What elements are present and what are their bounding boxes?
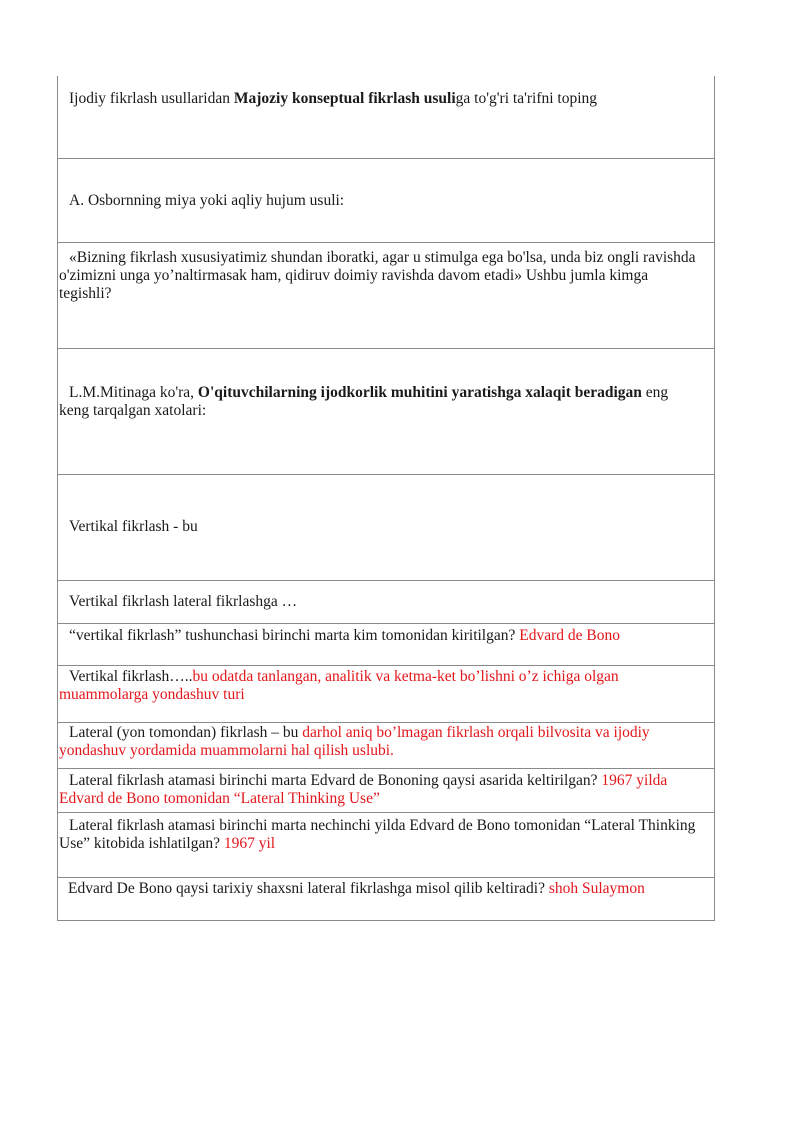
table-row [58, 349, 715, 475]
table-row [58, 76, 715, 159]
question-cell [58, 723, 715, 769]
question-bold-term: O'qituvchilarning ijodkorlik muhitini yaratishga xalaqit beradigan [197, 384, 642, 401]
table-row [58, 723, 715, 769]
table-row [58, 624, 715, 666]
question-text: A. Osbornning miya yoki aqliy hujum usuli: [69, 192, 345, 209]
table-row [58, 243, 715, 349]
question-cell [58, 666, 715, 723]
answer-text: 1967 yilda Edvard de Bono tomonidan “Lateral Thinking Use” [59, 772, 668, 807]
question-suffix: ga to'g'ri ta'rifni toping [455, 90, 598, 107]
question-cell [58, 475, 715, 581]
question-cell [58, 813, 715, 878]
table-row [58, 159, 715, 243]
question-text: L.M.Mitinaga ko'ra, O'qituvchilarning ijodkorlik muhitini yaratishga xalaqit beradigan eng keng tarqalgan xatolari: [59, 384, 669, 419]
question-cell [58, 159, 715, 243]
question-text: Vertikal fikrlash…..bu odatda tanlangan, analitik va ketma-ket bo’lishni o’z ichiga olgan muammolarga yondashuv turi [59, 668, 619, 703]
answer-text: shoh Sulaymon [548, 880, 645, 897]
answer-text: bu odatda tanlangan, analitik va ketma-ket bo’lishni o’z ichiga olgan muammolarga yondashuv turi [59, 668, 619, 703]
question-cell [58, 769, 715, 813]
question-text: Edvard De Bono qaysi tarixiy shaxsni lateral fikrlashga misol qilib keltiradi? shoh Sulaymon [68, 880, 645, 897]
question-bold-term: Majoziy konseptual fikrlash usuli [233, 90, 456, 107]
question-text: Lateral fikrlash atamasi birinchi marta nechinchi yilda Edvard de Bono tomonidan “Lateral Thinking Use” kitobida ishlatilgan? 1967 yil [59, 817, 696, 852]
question-text: Lateral (yon tomondan) fikrlash – bu darhol aniq bo’lmagan fikrlash orqali bilvosita va ijodiy yondashuv yordamida muammolarni hal qilish uslubi. [59, 724, 650, 759]
question-text: Vertikal fikrlash - bu [69, 518, 198, 535]
table-row [58, 878, 715, 921]
question-cell [58, 76, 715, 159]
question-text: «Bizning fikrlash xususiyatimiz shundan iboratki, agar u stimulga ega bo'lsa, unda biz ongli ravishda o'zimizni unga yo’naltirmasak ham, qidiruv doimiy ravishda davom etadi» Ushbu jumla kimga tegishli? [59, 249, 696, 302]
answer-text: Edvard de Bono [519, 627, 620, 644]
question-cell [58, 878, 715, 921]
table-row [58, 475, 715, 581]
table-row [58, 666, 715, 723]
question-text: Vertikal fikrlash lateral fikrlashga … [69, 593, 298, 610]
questions-table [57, 76, 715, 921]
table-row [58, 581, 715, 624]
question-cell [58, 624, 715, 666]
table-row [58, 813, 715, 878]
question-cell [58, 349, 715, 475]
table-row [58, 769, 715, 813]
question-cell [58, 581, 715, 624]
question-text: “vertikal fikrlash” tushunchasi birinchi marta kim tomonidan kiritilgan? Edvard de Bono [69, 627, 620, 644]
answer-text: 1967 yil [223, 835, 276, 852]
answer-text: darhol aniq bo’lmagan fikrlash orqali bilvosita va ijodiy yondashuv yordamida muammolarni hal qilish uslubi. [59, 724, 650, 759]
question-text: Lateral fikrlash atamasi birinchi marta Edvard de Bononing qaysi asarida keltirilgan? 1967 yilda Edvard de Bono tomonidan “Lateral Thinking Use” [59, 772, 668, 807]
question-prefix: Ijodiy fikrlash usullaridan [69, 90, 234, 107]
question-text [58, 76, 714, 108]
question-cell [58, 243, 715, 349]
